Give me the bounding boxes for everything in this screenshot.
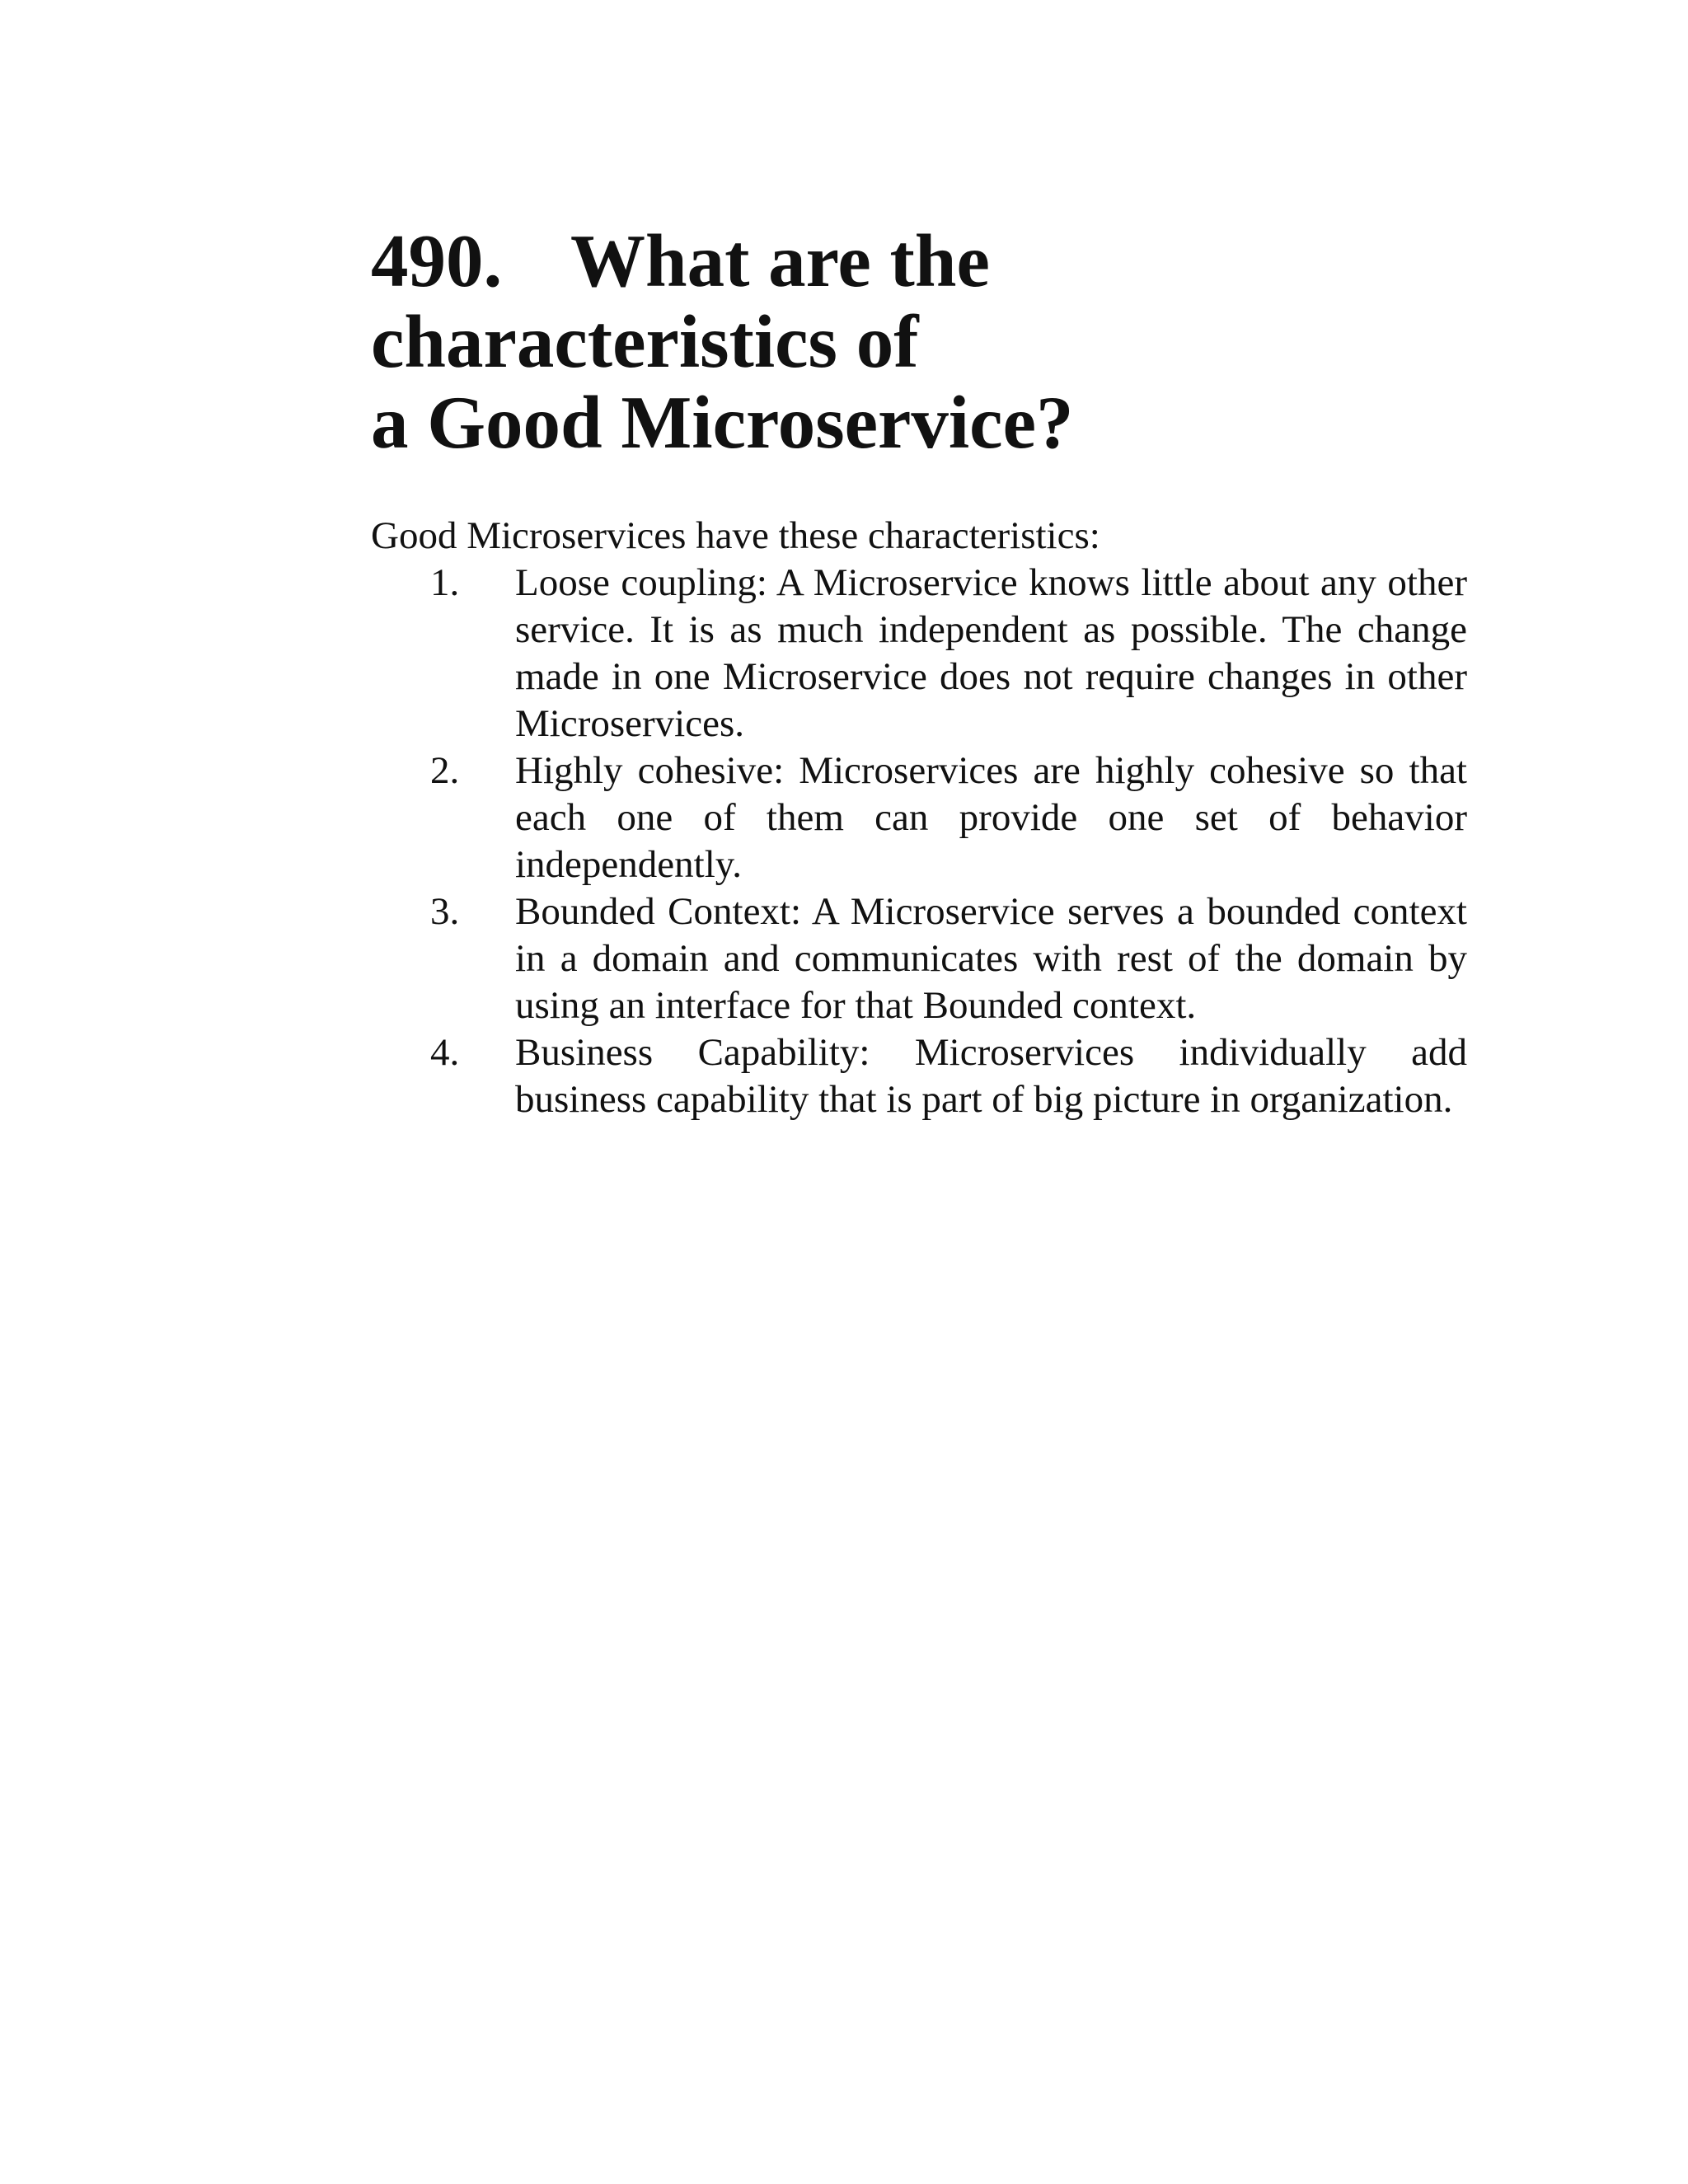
list-item-text: Loose coupling: A Microservice knows little about any other service. It is as much independent as possible. The change made in one Microservice does not require changes in other Microservices. (515, 561, 1467, 745)
question-title-line2: a Good Microservice? (371, 381, 1074, 464)
list-item-text: Business Capability: Microservices individually add business capability that is part of big picture in organization. (515, 1031, 1467, 1121)
list-item-number: 3. (430, 890, 460, 933)
question-heading (371, 221, 1467, 463)
list-item-number: 2. (430, 749, 460, 792)
characteristics-list (371, 560, 1467, 1123)
list-item (371, 560, 1467, 748)
intro-paragraph: Good Microservices have these characteristics: (371, 514, 1100, 557)
list-item-text: Bounded Context: A Microservice serves a bounded context in a domain and communicates with rest of the domain by using an interface for that Bounded context. (515, 890, 1467, 1027)
question-title-line1: What are the characteristics of (371, 219, 990, 383)
list-item (371, 748, 1467, 888)
list-item-number: 1. (430, 561, 460, 604)
list-item-text: Highly cohesive: Microservices are highly cohesive so that each one of them can provide one set of behavior independently. (515, 749, 1467, 886)
page-content (371, 221, 1467, 1123)
list-item (371, 888, 1467, 1029)
question-number: 490. (371, 219, 503, 302)
list-item (371, 1029, 1467, 1123)
list-item-number: 4. (430, 1031, 460, 1074)
